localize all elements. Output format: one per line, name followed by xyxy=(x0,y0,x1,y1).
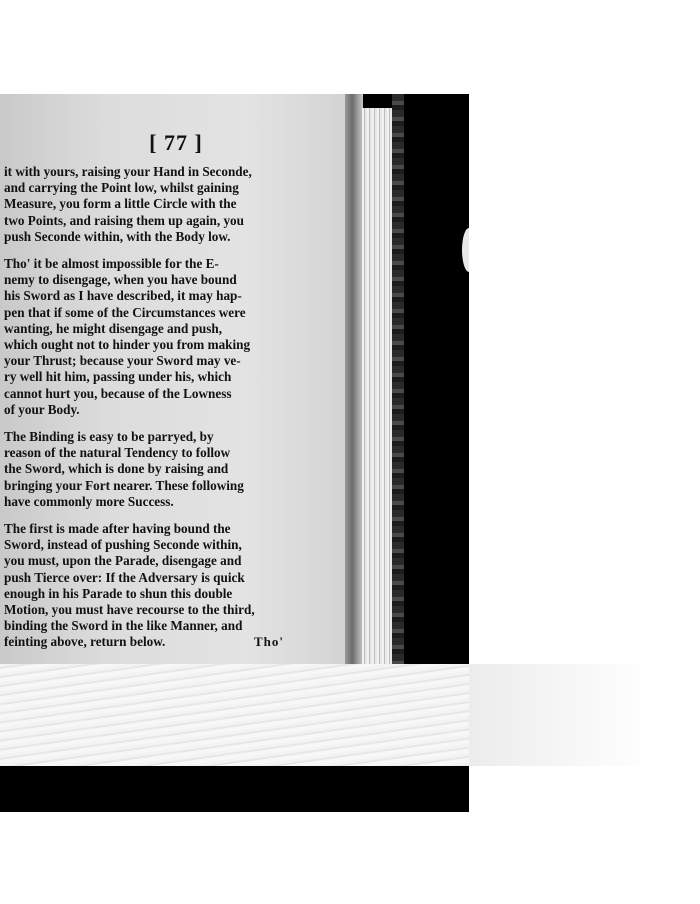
paragraph xyxy=(4,256,296,418)
text-line: it with yours, raising your Hand in Seconde, xyxy=(4,164,252,179)
text-line: ry well hit him, passing under his, which xyxy=(4,369,232,385)
text-line: enough in his Parade to shun this double xyxy=(4,585,233,601)
lower-sheet xyxy=(0,664,469,766)
text-line: Measure, you form a little Circle with the xyxy=(4,196,237,212)
text-line: cannot hurt you, because of the Lowness xyxy=(4,385,232,401)
page-gutter xyxy=(345,94,363,664)
text-line: bringing your Fort nearer. These following xyxy=(4,477,244,493)
text-line: nemy to disengage, when you have bound xyxy=(4,272,237,288)
text-line: two Points, and raising them up again, you xyxy=(4,212,244,228)
body-text xyxy=(4,164,296,662)
text-line: binding the Sword in the like Manner, and xyxy=(4,618,243,634)
text-line: push Tierce over: If the Adversary is quick xyxy=(4,569,245,585)
paragraph xyxy=(4,521,296,651)
text-line: reason of the natural Tendency to follow xyxy=(4,445,231,461)
text-line: Motion, you must have recourse to the third, xyxy=(4,602,255,618)
page-edge-bump xyxy=(462,228,469,272)
lower-sheet-fade xyxy=(469,664,700,766)
page-edges xyxy=(362,108,392,664)
text-line: The first is made after having bound the xyxy=(4,521,231,537)
text-line: of your Body. xyxy=(4,401,80,417)
text-line: push Seconde within, with the Body low. xyxy=(4,228,231,244)
book-page xyxy=(0,94,352,664)
paragraph xyxy=(4,429,296,510)
text-line: your Thrust; because your Sword may ve- xyxy=(4,353,241,369)
text-line: Sword, instead of pushing Seconde within, xyxy=(4,537,242,553)
text-line: you must, upon the Parade, disengage and xyxy=(4,553,242,569)
book-binding xyxy=(392,94,404,664)
text-line: feinting above, return below. xyxy=(4,634,166,650)
text-line: and carrying the Point low, whilst gaining xyxy=(4,180,239,196)
text-line: The Binding is easy to be parryed, by xyxy=(4,429,214,445)
text-line: his Sword as I have described, it may hap- xyxy=(4,288,242,304)
paragraph xyxy=(4,164,296,245)
text-line: have commonly more Success. xyxy=(4,493,174,509)
catchword: Tho' xyxy=(254,634,285,649)
scanned-book-spread xyxy=(0,94,469,812)
text-line: pen that if some of the Circumstances were xyxy=(4,304,246,320)
text-line: wanting, he might disengage and push, xyxy=(4,320,223,336)
text-line: which ought not to hinder you from making xyxy=(4,337,251,353)
text-line: the Sword, which is done by raising and xyxy=(4,461,229,477)
text-line: Tho' it be almost impossible for the E- xyxy=(4,256,219,272)
page-number: [ 77 ] xyxy=(149,130,203,155)
